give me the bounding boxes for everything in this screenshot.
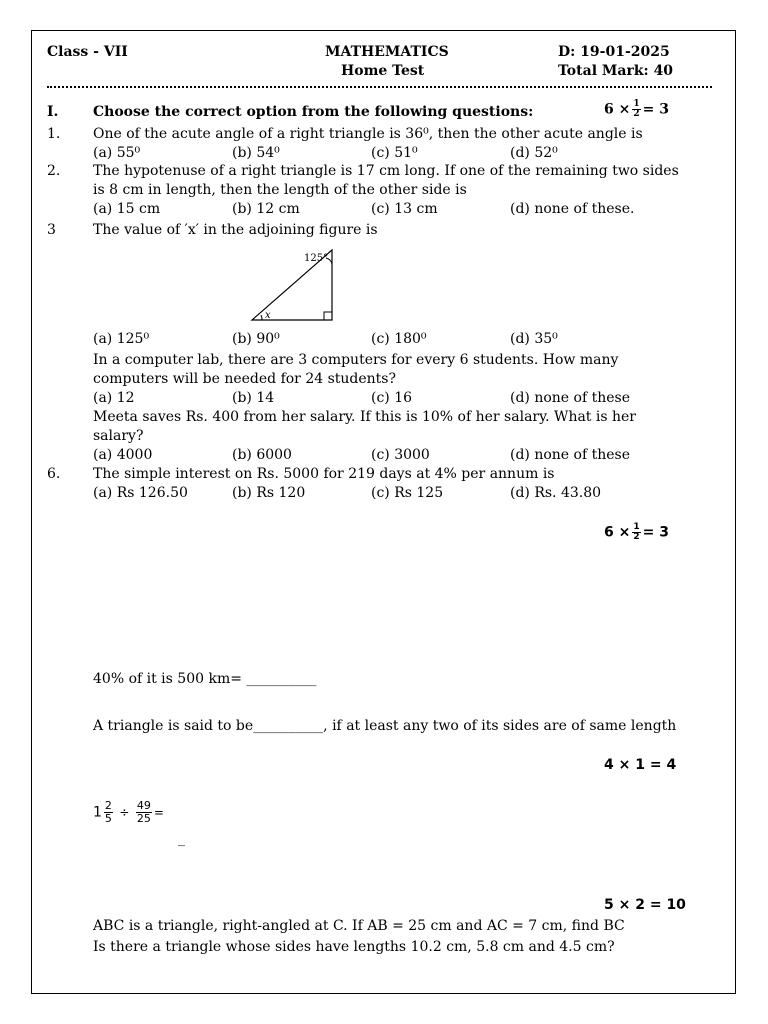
section-number: I.: [47, 104, 59, 120]
section-marks: [604, 100, 669, 120]
option-b: (b) 6000: [232, 447, 292, 463]
option-d: (d) 35⁰: [510, 331, 558, 347]
option-d: (d) none of these: [510, 390, 630, 406]
question-text: Meeta saves Rs. 400 from her salary. If this is 10% of her salary. What is her: [93, 409, 636, 425]
marks-suffix: = 3: [642, 524, 669, 541]
section-marks: [604, 523, 669, 543]
option-d: (d) none of these.: [510, 201, 635, 217]
total-mark: Total Mark: 40: [558, 63, 674, 79]
angle-label-125: 125°: [304, 253, 329, 264]
divide-operator: ÷: [119, 805, 130, 820]
question-text: computers will be needed for 24 students?: [93, 371, 396, 387]
right-angle-mark: [324, 312, 332, 320]
marks-fraction: [632, 100, 640, 119]
option-c: (c) 51⁰: [371, 145, 418, 161]
marks-prefix: 6 ×: [604, 101, 631, 118]
class-label: Class - VII: [47, 44, 128, 60]
fraction-numerator: 1: [633, 99, 640, 109]
option-b: (b) 12 cm: [232, 201, 300, 217]
equals-sign: =: [153, 805, 164, 820]
question-number: 3: [47, 222, 56, 238]
option-c: (c) 3000: [371, 447, 430, 463]
triangle-figure: [248, 242, 340, 324]
section-marks: 5 × 2 = 10: [604, 897, 686, 913]
question-text: The value of ′x′ in the adjoining figure is: [93, 222, 378, 238]
question-text: The simple interest on Rs. 5000 for 219 days at 4% per annum is: [93, 466, 555, 482]
fraction-numerator: 2: [104, 799, 112, 812]
question-number: 6.: [47, 466, 61, 482]
angle-x-arc: [261, 315, 262, 320]
test-name: Home Test: [341, 63, 425, 79]
option-c: (c) Rs 125: [371, 485, 444, 501]
fill-blank-1: 40% of it is 500 km= __________: [93, 671, 317, 687]
option-a: (a) Rs 126.50: [93, 485, 188, 501]
section-marks: 4 × 1 = 4: [604, 757, 677, 773]
fraction-numerator: 1: [633, 522, 640, 532]
option-b: (b) 54⁰: [232, 145, 280, 161]
mixed-whole: 1: [93, 804, 102, 821]
fill-blank-2: A triangle is said to be__________, if at least any two of its sides are of same length: [93, 718, 677, 734]
fraction-numerator: 49: [136, 799, 151, 812]
fraction-1: [104, 800, 113, 825]
option-a: (a) 4000: [93, 447, 153, 463]
marks-prefix: 6 ×: [604, 524, 631, 541]
fraction-denominator: 25: [136, 812, 151, 825]
question-text: The hypotenuse of a right triangle is 17 cm long. If one of the remaining two sides: [93, 163, 679, 179]
test-date: D: 19-01-2025: [558, 44, 670, 60]
option-a: (a) 12: [93, 390, 135, 406]
option-a: (a) 125⁰: [93, 331, 150, 347]
marks-suffix: = 3: [642, 101, 669, 118]
question-text: salary?: [93, 428, 144, 444]
option-a: (a) 55⁰: [93, 145, 141, 161]
fraction-denominator: 5: [104, 812, 112, 825]
question-text: ABC is a triangle, right-angled at C. If AB = 25 cm and AC = 7 cm, find BC: [93, 918, 625, 934]
question-number: 1.: [47, 126, 61, 142]
option-b: (b) 14: [232, 390, 275, 406]
option-b: (b) Rs 120: [232, 485, 306, 501]
fraction-denominator: 2: [633, 532, 640, 542]
option-c: (c) 13 cm: [371, 201, 438, 217]
question-text: One of the acute angle of a right triangle is 36⁰, then the other acute angle is: [93, 126, 643, 142]
question-text: Is there a triangle whose sides have lengths 10.2 cm, 5.8 cm and 4.5 cm?: [93, 939, 615, 955]
question-text: In a computer lab, there are 3 computers for every 6 students. How many: [93, 352, 619, 368]
answer-blank: _: [178, 831, 185, 847]
question-number: 2.: [47, 163, 61, 179]
option-d: (d) none of these: [510, 447, 630, 463]
question-text: is 8 cm in length, then the length of the other side is: [93, 182, 467, 198]
option-a: (a) 15 cm: [93, 201, 161, 217]
option-c: (c) 180⁰: [371, 331, 427, 347]
angle-label-x: x: [265, 310, 271, 321]
section-title: Choose the correct option from the following questions:: [93, 104, 534, 120]
option-d: (d) 52⁰: [510, 145, 558, 161]
option-d: (d) Rs. 43.80: [510, 485, 602, 501]
subject-title: MATHEMATICS: [325, 44, 449, 60]
marks-fraction: [632, 523, 640, 542]
fraction-denominator: 2: [633, 109, 640, 119]
option-c: (c) 16: [371, 390, 413, 406]
math-expression: [93, 800, 164, 825]
fraction-2: [136, 800, 152, 825]
option-b: (b) 90⁰: [232, 331, 280, 347]
header-divider: [47, 86, 712, 88]
